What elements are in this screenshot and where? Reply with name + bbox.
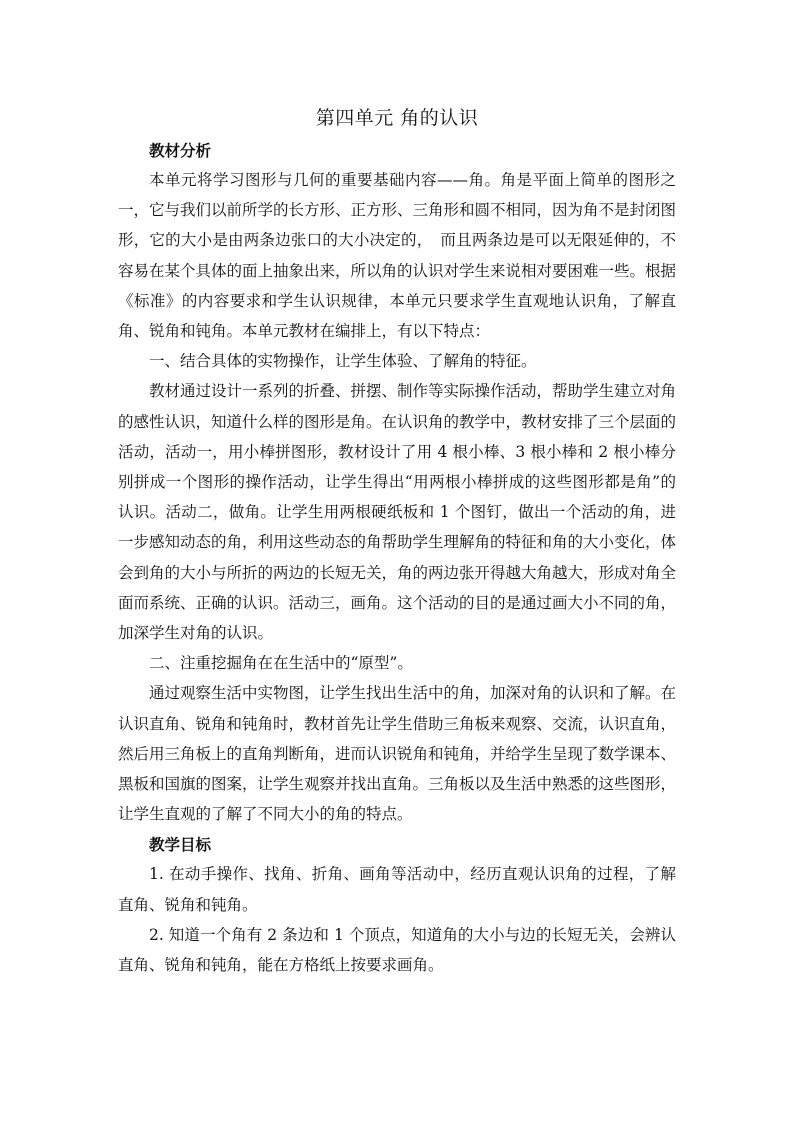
paragraph: 本单元将学习图形与几何的重要基础内容——角。角是平面上简单的图形之一，它与我们以前所学的长方形、正方形、三角形和圆不相同，因为角不是封闭图形，它的大小是由两条边张口的大小决定的， 而且两条边是可以无限延伸的，不容易在某个具体的面上抽象出来，所以角的认识对学生来说相对要困难一些。根据《标准》的内容要求和学生认识规律，本单元只要求学生直观地认识角，了解直角、锐角和钝角。本单元教材在编排上，有以下特点： xyxy=(118,171,677,341)
section-heading-objectives: 教学目标 xyxy=(149,835,212,855)
paragraph: 教材通过设计一系列的折叠、拼摆、制作等实际操作活动，帮助学生建立对角的感性认识，知道什么样的图形是角。在认识角的教学中，教材安排了三个层面的活动，活动一，用小棒拼图形，教材设计了用 4 根小棒、3 根小棒和 2 根小棒分别拼成一个图形的操作活动，让学生得出“用两根小棒拼成的这些图形都是角”的认识。活动二，做角。让学生用两根硬纸板和 1 个图钉，做出一个活动的角，进一步感知动态的角，利用这些动态的角帮助学生理解角的特征和角的大小变化，体会到角的大小与所折的两边的长短无关，角的两边张开得越大角越大，形成对角全面而系统、正确的认识。活动三，画角。这个活动的目的是通过画大小不同的角，加深学生对角的认识。 xyxy=(118,382,677,643)
section-heading-analysis: 教材分析 xyxy=(149,141,212,160)
paragraph: 通过观察生活中实物图，让学生找出生活中的角，加深对角的认识和了解。在认识直角、锐角和钝角时，教材首先让学生借助三角板来观察、交流，认识直角，然后用三角板上的直角判断角，进而认识锐角和钝角，并给学生呈现了数学课本、黑板和国旗的图案，让学生观察并找出直角。三角板以及生活中熟悉的这些图形，让学生直观的了解了不同大小的角的特点。 xyxy=(118,684,677,824)
paragraph: 2. 知道一个角有 2 条边和 1 个顶点，知道角的大小与边的长短无关，会辨认直角、锐角和钝角，能在方格纸上按要求画角。 xyxy=(118,925,676,975)
page-title: 第四单元 角的认识 xyxy=(315,107,479,129)
document-body xyxy=(118,103,676,980)
paragraph: 二、注重挖掘角在在生活中的“原型”。 xyxy=(149,654,413,673)
paragraph: 一、结合具体的实物操作，让学生体验、了解角的特征。 xyxy=(149,352,537,371)
paragraph: 1. 在动手操作、找角、折角、画角等活动中，经历直观认识角的过程，了解直角、锐角和钝角。 xyxy=(118,865,676,914)
